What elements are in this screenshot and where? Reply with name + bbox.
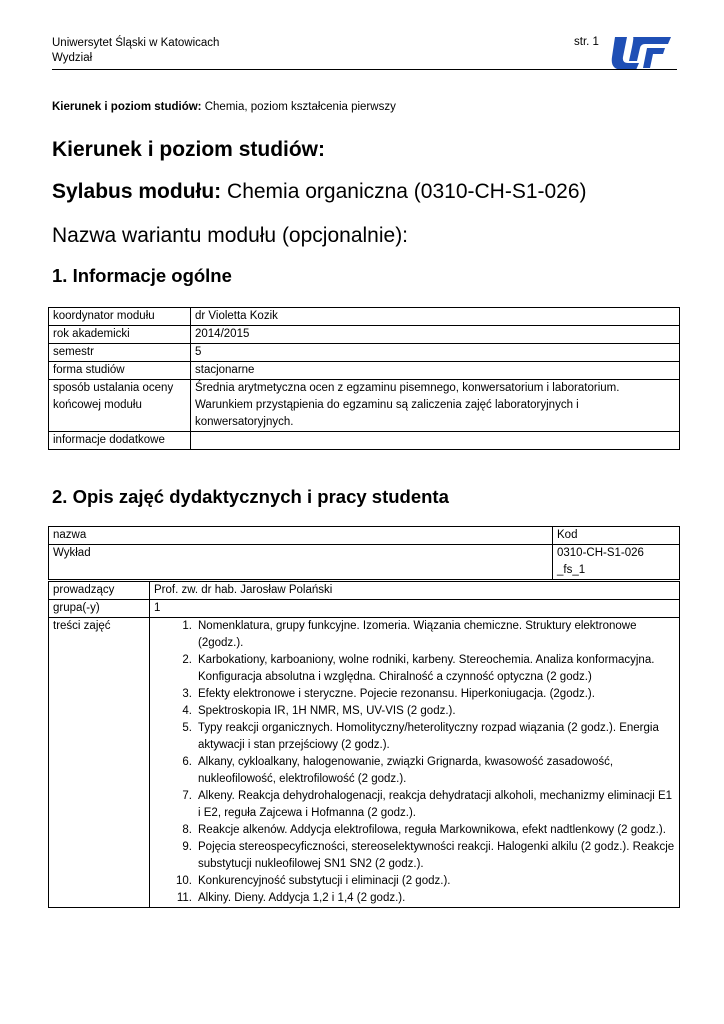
row-value: stacjonarne [191, 362, 680, 380]
section2-heading: 2. Opis zajęć dydaktycznych i pracy studenta [52, 486, 449, 507]
list-item-number: 3. [182, 688, 192, 700]
faculty-name: Wydział [52, 52, 93, 64]
row-value: Średnia arytmetyczna ocen z egzaminu pisemnego, konwersatorium i laboratorium. Warunkiem przystąpienia do egzaminu są zaliczenia zajęć laboratoryjnych i konwersatoryjnych. [191, 380, 680, 432]
col-header-kod: Kod [553, 527, 680, 545]
table-row [49, 545, 680, 580]
table-row [49, 344, 680, 362]
list-item-text: Pojęcia stereospecyficzności, stereoselektywności reakcji. Halogenki alkilu (2 godz.). Reakcje substytucji nukleofilowej SN1 SN2 (2 godz.). [198, 841, 675, 870]
sylabus-label: Sylabus modułu: [52, 180, 222, 203]
row-label: koordynator modułu [49, 308, 191, 326]
list-item-number: 7. [182, 790, 192, 802]
list-item-text: Alkiny. Dieny. Addycja 1,2 i 1,4 (2 godz.). [198, 892, 406, 904]
list-item-text: Karbokationy, karboaniony, wolne rodniki, karbeny. Stereochemia. Analiza konformacyjna. Konfiguracja absolutna i względna. Chiralność a czynność optyczna (2 godz.) [198, 654, 655, 683]
row-label: sposób ustalania oceny końcowej modułu [49, 380, 191, 432]
list-item [154, 788, 675, 822]
list-item [154, 720, 675, 754]
sylabus-title [52, 179, 587, 205]
kierunek-summary-label: Kierunek i poziom studiów: [52, 101, 202, 113]
list-item [154, 839, 675, 873]
table-row [49, 362, 680, 380]
prowadzacy-value: Prof. zw. dr hab. Jarosław Polański [150, 582, 680, 600]
tresci-label: treści zajęć [49, 618, 150, 908]
table-row [49, 582, 680, 600]
table-row [49, 326, 680, 344]
table-row [49, 308, 680, 326]
list-item-text: Alkany, cykloalkany, halogenowanie, związki Grignarda, kwasowość zasadowość, nukleofilowość, elektrofilowość (2 godz.). [198, 756, 614, 785]
list-item [154, 652, 675, 686]
list-item-text: Reakcje alkenów. Addycja elektrofilowa, reguła Markownikowa, efekt nadtlenkowy (2 godz.). [198, 824, 666, 836]
general-info-table [48, 307, 680, 450]
list-item-number: 6. [182, 756, 192, 768]
col-header-nazwa: nazwa [49, 527, 553, 545]
kierunek-summary-value: Chemia, poziom kształcenia pierwszy [204, 101, 396, 113]
list-item [154, 890, 675, 907]
grupa-value: 1 [150, 600, 680, 618]
list-item-number: 8. [182, 824, 192, 836]
header-divider [52, 69, 677, 70]
row-value: 5 [191, 344, 680, 362]
page-header-left [52, 36, 219, 66]
university-name: Uniwersytet Śląski w Katowicach [52, 37, 220, 49]
row-value [191, 432, 680, 450]
list-item [154, 618, 675, 652]
list-item-text: Konkurencyjność substytucji i eliminacji (2 godz.). [198, 875, 451, 887]
nazwa-value: Wykład [49, 545, 553, 580]
grupa-label: grupa(-y) [49, 600, 150, 618]
list-item-text: Typy reakcji organicznych. Homolityczny/heterolityczny rozpad wiązania (2 godz.). Energia aktywacji i stan przejściowy (2 godz.). [198, 722, 659, 751]
row-value: 2014/2015 [191, 326, 680, 344]
list-item-text: Efekty elektronowe i steryczne. Pojecie rezonansu. Hiperkoniugacja. (2godz.). [198, 688, 595, 700]
table-header-row [49, 527, 680, 545]
list-item [154, 686, 675, 703]
table-row [49, 432, 680, 450]
section1-heading: 1. Informacje ogólne [52, 265, 232, 286]
list-item-text: Alkeny. Reakcja dehydrohalogenacji, reakcja dehydratacji alkoholi, mechanizmy eliminacji E1 i E2, reguła Zajcewa i Hofmanna (2 godz.). [198, 790, 673, 819]
list-item-number: 1. [182, 620, 192, 632]
tresci-content [150, 618, 680, 908]
list-item-text: Spektroskopia IR, 1H NMR, MS, UV-VIS (2 godz.). [198, 705, 456, 717]
list-item [154, 873, 675, 890]
list-item-number: 2. [182, 654, 192, 666]
list-item [154, 703, 675, 720]
table-row [49, 600, 680, 618]
row-label: forma studiów [49, 362, 191, 380]
page-number: str. 1 [574, 36, 599, 48]
kierunek-title: Kierunek i poziom studiów: [52, 138, 326, 161]
prowadzacy-label: prowadzący [49, 582, 150, 600]
table-row [49, 618, 680, 908]
row-label: rok akademicki [49, 326, 191, 344]
row-label: semestr [49, 344, 191, 362]
list-item-number: 5. [182, 722, 192, 734]
module-name-table [48, 526, 680, 580]
list-item [154, 754, 675, 788]
kierunek-summary [52, 101, 396, 113]
row-value: dr Violetta Kozik [191, 308, 680, 326]
kod-value: 0310-CH-S1-026 _fs_1 [553, 545, 680, 580]
list-item [154, 822, 675, 839]
university-logo-icon [609, 33, 673, 73]
list-item-number: 10. [176, 875, 192, 887]
list-item-text: Nomenklatura, grupy funkcyjne. Izomeria. Wiązania chemiczne. Struktury elektronowe (2godz.). [198, 620, 637, 649]
wariant-title: Nazwa wariantu modułu (opcjonalnie): [52, 224, 409, 247]
list-item-number: 4. [182, 705, 192, 717]
list-item-number: 11. [176, 892, 192, 904]
course-details-table [48, 581, 680, 908]
table-row [49, 380, 680, 432]
tresci-list [154, 618, 675, 907]
sylabus-value: Chemia organiczna (0310-CH-S1-026) [227, 180, 587, 203]
list-item-number: 9. [182, 841, 192, 853]
row-label: informacje dodatkowe [49, 432, 191, 450]
